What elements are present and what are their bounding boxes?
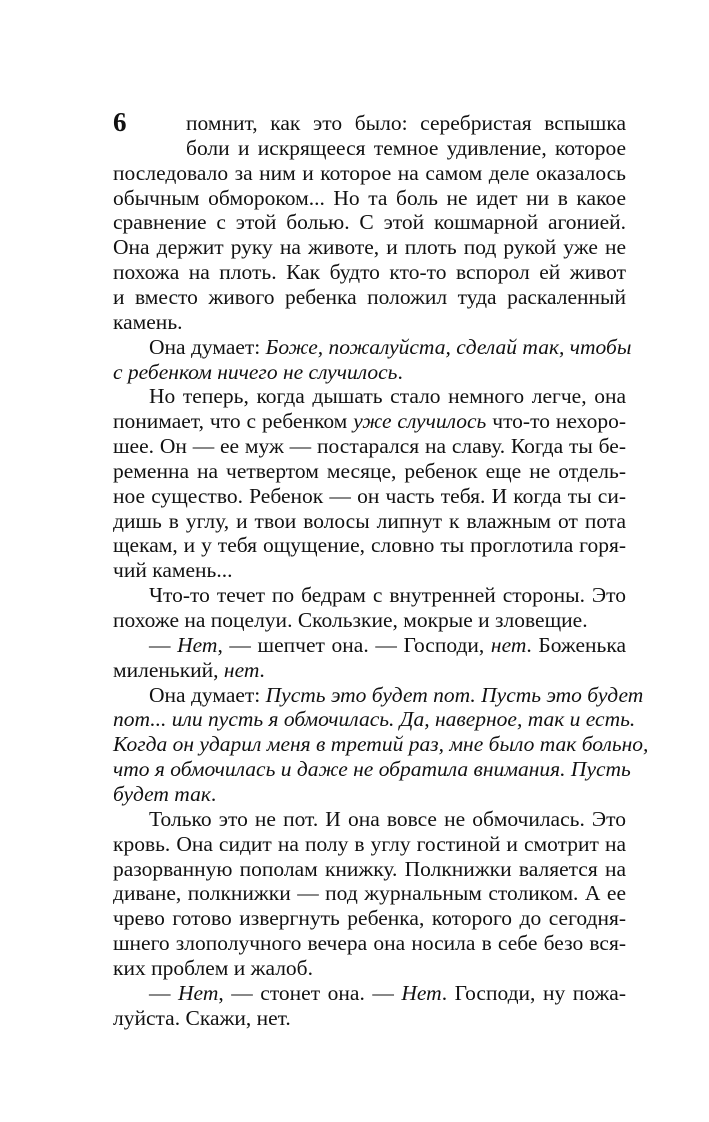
text-line: [113, 757, 631, 782]
text-span: чрево готово извергнуть ребенка, которого до сегодня-: [113, 906, 626, 931]
italic-span: Боже, пожалуйста, сделай так, чтобы: [265, 334, 632, 359]
text-span: .: [397, 359, 403, 384]
text-span: —: [149, 632, 178, 657]
text-line: [113, 459, 626, 484]
text-line: [113, 956, 626, 981]
text-line: [113, 285, 626, 310]
text-span: .: [210, 781, 217, 806]
italic-span: Нет: [178, 980, 219, 1005]
text-span: Она думает:: [149, 334, 266, 359]
text-line: [113, 931, 626, 956]
text-span: разорванную пополам книжку. Полкнижки валяется на: [113, 856, 626, 881]
text-line: [113, 906, 626, 931]
italic-span: Пусть это будет пот. Пусть это будет: [265, 682, 644, 707]
text-span: Что-то течет по бедрам с внутренней стороны. Это: [149, 583, 626, 608]
text-line: [113, 832, 626, 857]
text-line: [113, 484, 626, 509]
text-span: луйста. Скажи, нет.: [113, 1005, 291, 1030]
text-line: [149, 583, 626, 608]
text-span: ное существо. Ребенок — он часть тебя. И когда ты си-: [113, 483, 626, 508]
text-span: шее. Он — ее муж — постарался на славу. Когда ты бе-: [113, 434, 626, 459]
text-span: и вместо живого ребенка положил туда раскаленный: [113, 284, 626, 309]
text-span: помнит, как это было: серебристая вспышка: [186, 111, 626, 135]
text-line: [113, 857, 626, 882]
text-line: [149, 682, 644, 708]
text-line: [113, 608, 626, 633]
text-span: Она держит руку на животе, и плоть под рукой уже не: [113, 235, 626, 260]
text-span: миленький,: [113, 657, 224, 682]
text-span: что-то нехоро-: [486, 409, 626, 434]
text-span: похожа на плоть. Как будто кто-то вспорол ей живот: [113, 260, 626, 285]
italic-span: что я обмочилась и даже не обратила внимания. Пусть: [113, 757, 631, 782]
text-span: чий камень...: [113, 558, 233, 583]
text-span: . Боженька: [526, 632, 627, 657]
text-span: ременна на четвертом месяце, ребенок еще не отдель-: [113, 458, 626, 483]
text-line: [113, 310, 626, 335]
text-span: камень.: [113, 309, 183, 334]
italic-span: с ребенком ничего не случилось: [113, 359, 398, 384]
italic-span: нет: [223, 657, 260, 682]
text-span: шнего злополучного вечера она носила в себе безо вся-: [113, 931, 626, 956]
italic-span: уже случилось: [353, 409, 487, 434]
text-line: [113, 409, 626, 434]
text-line: [149, 807, 626, 832]
italic-span: Нет: [177, 632, 218, 657]
text-line: [113, 434, 626, 459]
text-span: последовало за ним и которое на самом деле оказалось: [113, 160, 626, 185]
italic-span: Нет: [401, 980, 442, 1005]
text-line: [113, 235, 626, 260]
text-span: Только это не пот. И она вовсе не обмочилась. Это: [149, 806, 626, 831]
text-line: [113, 558, 626, 583]
text-span: диване, полкнижки — под журнальным столиком. А ее: [113, 881, 626, 906]
text-span: , — шепчет она. — Господи,: [217, 632, 491, 657]
text-span: похоже на поцелуи. Скользкие, мокрые и зловещие.: [113, 608, 588, 632]
text-span: , — стонет она. —: [218, 980, 402, 1005]
text-line: [113, 360, 626, 385]
text-line: [149, 384, 626, 409]
text-line: [186, 111, 626, 136]
text-line: [113, 260, 626, 285]
text-line: [113, 161, 626, 186]
text-line: [149, 334, 632, 360]
text-line: [113, 707, 636, 732]
text-line: [113, 210, 626, 235]
text-span: Она думает:: [149, 682, 266, 707]
text-span: боли и искрящееся темное удивление, которое: [186, 135, 626, 160]
text-span: дишь в углу, и твои волосы липнут к влажным от пота: [113, 508, 626, 533]
text-line: [113, 1006, 626, 1031]
text-span: Но теперь, когда дышать стало немного легче, она: [149, 384, 626, 409]
text-line: [113, 782, 626, 807]
text-span: щекам, и у тебя ощущение, словно ты проглотила горя-: [113, 533, 626, 558]
text-line: [113, 186, 626, 211]
text-line: [113, 658, 626, 683]
italic-span: Когда он ударил меня в третий раз, мне было так больно,: [113, 732, 649, 757]
text-line: [186, 136, 626, 161]
italic-span: будет так: [113, 781, 211, 806]
text-span: обычным обмороком... Но та боль не идет ни в какое: [113, 185, 626, 210]
text-span: —: [149, 980, 179, 1005]
text-span: понимает, что с ребенком: [113, 409, 354, 434]
text-line: [149, 633, 626, 658]
text-span: .: [259, 657, 265, 682]
text-span: кровь. Она сидит на полу в углу гостиной и смотрит на: [113, 831, 626, 856]
text-span: ких проблем и жалоб.: [113, 955, 313, 980]
text-span: сравнение с этой болью. С этой кошмарной агонией.: [113, 210, 626, 235]
italic-span: нет: [490, 632, 527, 657]
text-line: [149, 981, 626, 1006]
page-number: 6: [113, 107, 127, 137]
italic-span: пот... или пусть я обмочилась. Да, наверное, так и есть.: [113, 707, 636, 732]
text-line: [113, 533, 626, 558]
text-span: . Господи, ну пожа-: [441, 980, 626, 1005]
text-line: [113, 881, 626, 906]
text-line: [113, 509, 626, 534]
text-line: [113, 732, 649, 757]
